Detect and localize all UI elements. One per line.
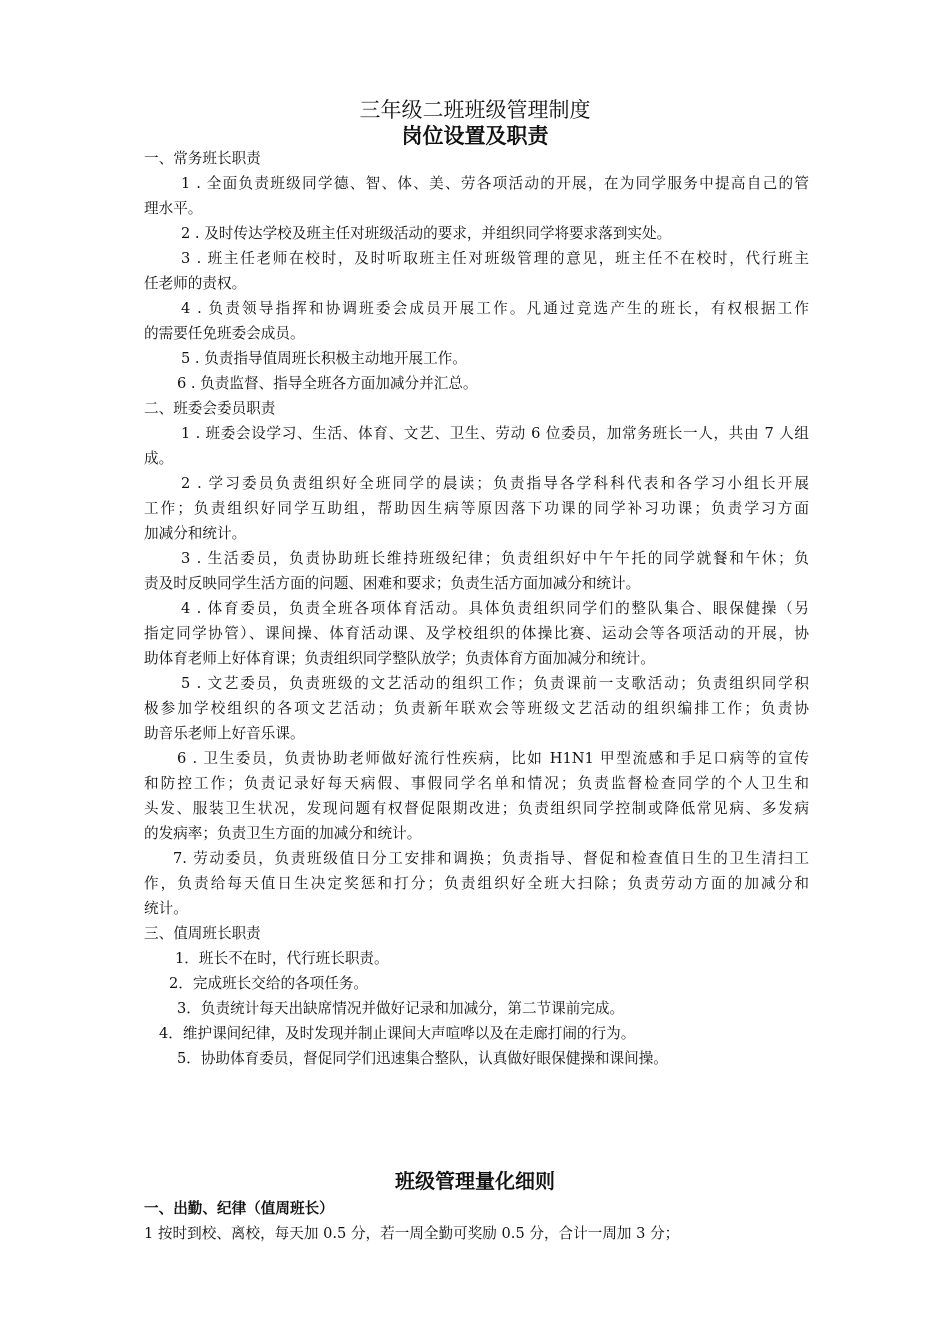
paragraph-line: 的发病率；负责卫生方面的加减分和统计。: [144, 825, 422, 842]
section-heading-monitor: 一、常务班长职责: [144, 150, 261, 167]
paragraph-line: 1 . 班委会设学习、生活、体育、文艺、卫生、劳动 6 位委员，加常务班长一人，共由 7 人组: [181, 425, 809, 442]
list-item: 2．完成班长交给的各项任务。: [169, 975, 369, 992]
section-heading-committee: 二、班委会委员职责: [144, 400, 276, 417]
paragraph-line: 极参加学校组织的各项文艺活动；负责新年联欢会等班级文艺活动的组织编排工作；负责协: [144, 700, 809, 717]
paragraph-line: 头发、服装卫生状况，发现问题有权督促限期改进；负责组织同学控制或降低常见病、多发病: [144, 800, 809, 817]
paragraph-line: 任老师的责权。: [144, 275, 247, 292]
paragraph-line: 1 按时到校、离校，每天加 0.5 分，若一周全勤可奖励 0.5 分，合计一周加 3 分；: [144, 1225, 680, 1242]
list-item: 1．班长不在时，代行班长职责。: [175, 950, 389, 967]
paragraph-line: 5 . 文艺委员，负责班级的文艺活动的组织工作；负责课前一支歌活动；负责组织同学积: [181, 675, 809, 692]
paragraph-line: 3 . 班主任老师在校时，及时听取班主任对班级管理的意见，班主任不在校时，代行班主: [181, 250, 809, 267]
paragraph-line: 6 . 卫生委员，负责协助老师做好流行性疾病，比如 H1N1 甲型流感和手足口病等的宣传: [177, 750, 809, 767]
paragraph-line: 2 . 及时传达学校及班主任对班级活动的要求，并组织同学将要求落到实处。: [181, 225, 672, 242]
paragraph-line: 和防控工作；负责记录好每天病假、事假同学名单和情况；负责监督检查同学的个人卫生和: [144, 775, 809, 792]
paragraph-line: 工作；负责组织好同学互助组，帮助因生病等原因落下功课的同学补习功课；负责学习方面: [144, 500, 809, 517]
document-subtitle: 岗位设置及职责: [401, 123, 549, 148]
list-item: 5．协助体育委员，督促同学们迅速集合整队，认真做好眼保健操和课间操。: [177, 1050, 668, 1067]
paragraph-line: 的需要任免班委会成员。: [144, 325, 305, 342]
paragraph-line: 2 . 学习委员负责组织好全班同学的晨读；负责指导各学科科代表和各学习小组长开展: [181, 475, 809, 492]
paragraph-line: 3 . 生活委员，负责协助班长维持班级纪律；负责组织好中午午托的同学就餐和午休；负: [181, 550, 809, 567]
paragraph-line: 6 . 负责监督、指导全班各方面加减分并汇总。: [177, 375, 478, 392]
section-heading-weekly-monitor: 三、值周班长职责: [144, 925, 261, 942]
paragraph-line: 统计。: [144, 900, 188, 917]
paragraph-line: 加减分和统计。: [144, 525, 247, 542]
paragraph-line: 4 . 体育委员，负责全班各项体育活动。具体负责组织同学们的整队集合、眼保健操（另: [181, 600, 809, 617]
list-item: 4．维护课间纪律，及时发现并制止课间大声喧哗以及在走廊打闹的行为。: [159, 1025, 636, 1042]
paragraph-line: 理水平。: [144, 200, 203, 217]
paragraph-line: 1 . 全面负责班级同学德、智、体、美、劳各项活动的开展，在为同学服务中提高自己的管: [181, 175, 809, 192]
paragraph-line: 4 . 负责领导指挥和协调班委会成员开展工作。凡通过竞选产生的班长，有权根据工作: [181, 300, 809, 317]
list-item: 3．负责统计每天出缺席情况并做好记录和加减分，第二节课前完成。: [177, 1000, 625, 1017]
paragraph-line: 成。: [144, 450, 174, 467]
document-title: 三年级二班班级管理制度: [359, 98, 591, 122]
paragraph-line: 作，负责给每天值日生决定奖惩和打分；负责组织好全班大扫除；负责劳动方面的加减分和: [144, 875, 809, 892]
quantification-title: 班级管理量化细则: [395, 1169, 555, 1193]
paragraph-line: 指定同学协管）、课间操、体育活动课、及学校组织的体操比赛、运动会等各项活动的开展，协: [144, 625, 809, 642]
section-heading-attendance: 一、出勤、纪律（值周班长）: [144, 1200, 334, 1217]
paragraph-line: 责及时反映同学生活方面的问题、困难和要求；负责生活方面加减分和统计。: [144, 575, 641, 592]
paragraph-line: 助体育老师上好体育课；负责组织同学整队放学；负责体育方面加减分和统计。: [144, 650, 655, 667]
paragraph-line: 助音乐老师上好音乐课。: [144, 725, 305, 742]
paragraph-line: 7. 劳动委员，负责班级值日分工安排和调换；负责指导、督促和检查值日生的卫生清扫工: [173, 850, 809, 867]
paragraph-line: 5 . 负责指导值周班长积极主动地开展工作。: [181, 350, 467, 367]
